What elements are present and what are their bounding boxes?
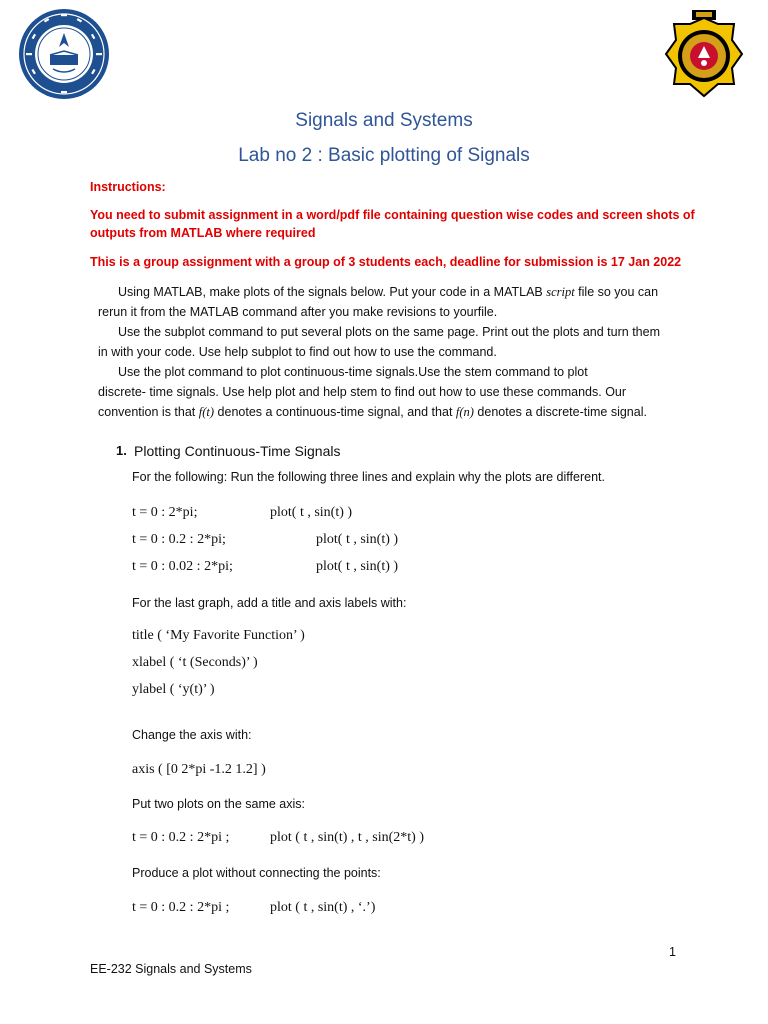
intro-text: Using MATLAB, make plots of the signals below. Put your code in a MATLAB <box>118 285 547 299</box>
intro-paragraphs <box>98 282 688 422</box>
code-line: t = 0 : 0.2 : 2*pi ; <box>132 830 230 845</box>
intro-text: file so you can <box>574 285 659 299</box>
code-line: plot( t , sin(t) ) <box>316 559 399 574</box>
page-number: 1 <box>669 945 676 959</box>
section-desc: Change the axis with: <box>132 728 252 742</box>
math-arg-n: (n) <box>459 405 474 419</box>
math-f: f <box>455 405 460 419</box>
intro-text: convention is that <box>98 405 199 419</box>
intro-paragraph-3-end <box>98 402 688 422</box>
math-f: f <box>198 405 203 419</box>
university-seal-icon <box>17 7 111 101</box>
department-emblem-icon <box>662 8 746 100</box>
code-line: t = 0 : 2*pi; <box>132 505 198 520</box>
code-line: plot ( t , sin(t) , ‘.’) <box>270 900 376 915</box>
intro-paragraph-2-cont: in with your code. Use help subplot to find out how to use the command. <box>98 345 497 359</box>
instructions-line-2: This is a group assignment with a group of 3 students each, deadline for submission is 17 Jan 2022 <box>90 255 682 269</box>
code-line: plot ( t , sin(t) , t , sin(2*t) ) <box>270 830 424 845</box>
section-title: Plotting Continuous-Time Signals <box>134 443 341 459</box>
code-line: plot( t , sin(t) ) <box>316 532 399 547</box>
instructions-heading: Instructions: <box>90 180 166 194</box>
section-desc: Put two plots on the same axis: <box>132 797 306 811</box>
intro-paragraph-3-cont: discrete- time signals. Use help plot and help stem to find out how to use these commands. Our <box>98 385 627 399</box>
intro-paragraph-2: Use the subplot command to put several plots on the same page. Print out the plots and turn them <box>118 325 660 339</box>
section-desc: For the last graph, add a title and axis labels with: <box>132 596 407 610</box>
instructions-line-1b: outputs from MATLAB where required <box>90 226 316 240</box>
code-line: t = 0 : 0.2 : 2*pi; <box>132 532 226 547</box>
course-title: Signals and Systems <box>295 110 473 131</box>
code-line: xlabel ( ‘t (Seconds)’ ) <box>132 655 258 670</box>
code-line: ylabel ( ‘y(t)’ ) <box>132 682 215 697</box>
intro-text: denotes a discrete-time signal. <box>473 405 647 419</box>
instructions-line-1a: You need to submit assignment in a word/pdf file containing question wise codes and screen shots of <box>90 208 695 222</box>
math-arg-t: (t) <box>202 405 215 419</box>
intro-paragraph-1-cont: rerun it from the MATLAB command after you make revisions to yourfile. <box>98 305 498 319</box>
code-line: plot( t , sin(t) ) <box>270 505 353 520</box>
code-line: t = 0 : 0.02 : 2*pi; <box>132 559 233 574</box>
intro-script-word: script <box>546 285 575 299</box>
intro-paragraph-1 <box>98 282 688 302</box>
section-desc: For the following: Run the following three lines and explain why the plots are different. <box>132 470 605 484</box>
lab-title: Lab no 2 : Basic plotting of Signals <box>238 145 530 166</box>
code-line: title ( ‘My Favorite Function’ ) <box>132 628 305 643</box>
code-line: t = 0 : 0.2 : 2*pi ; <box>132 900 230 915</box>
section-number: 1. <box>116 443 127 458</box>
code-line: axis ( [0 2*pi -1.2 1.2] ) <box>132 762 266 777</box>
intro-text: denotes a continuous-time signal, and that <box>214 405 456 419</box>
footer-course-code: EE-232 Signals and Systems <box>90 962 252 976</box>
section-desc: Produce a plot without connecting the points: <box>132 866 381 880</box>
intro-paragraph-3: Use the plot command to plot continuous-time signals.Use the stem command to plot <box>118 365 588 379</box>
